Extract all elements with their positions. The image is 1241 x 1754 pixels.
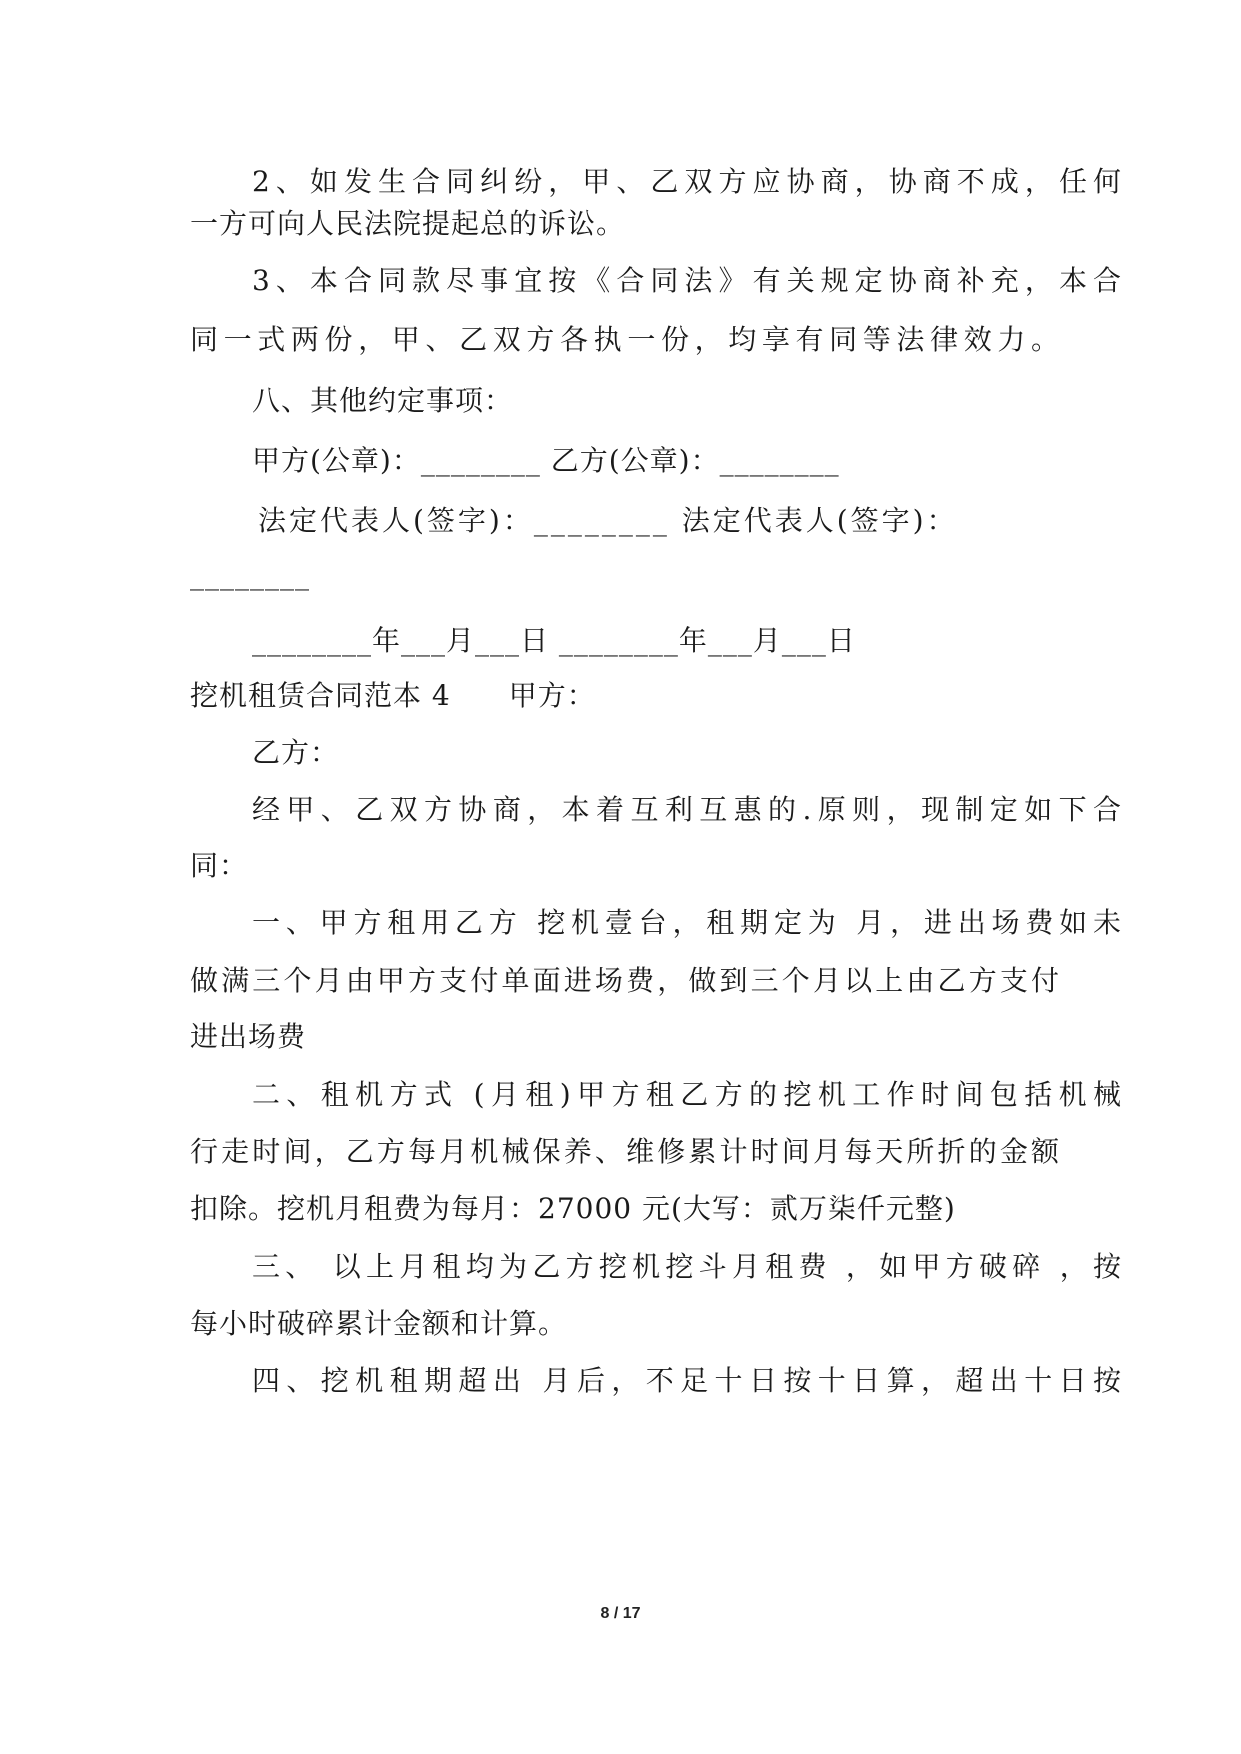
page-number: 8 / 17 (600, 1605, 641, 1622)
paragraph-line: 同一式两份，甲、乙双方各执一份，均享有同等法律效力。 (190, 323, 1060, 356)
paragraph-line: 3、本合同款尽事宜按《合同法》有关规定协商补充，本合 (252, 264, 1122, 297)
signature-line: 甲方(公章)：________ 乙方(公章)：________ (252, 444, 840, 477)
paragraph-line: 扣除。挖机月租费为每月：27000 元(大写：贰万柒仟元整) (190, 1192, 956, 1225)
signature-line: 法定代表人(签字)：________ 法定代表人(签字)： (258, 504, 958, 537)
paragraph-line: 一、甲方租用乙方 挖机壹台，租期定为 月，进出场费如未 (252, 906, 1122, 939)
paragraph-line: 同： (190, 849, 249, 882)
paragraph-line: 经甲、乙双方协商，本着互利互惠的.原则，现制定如下合 (252, 793, 1122, 826)
signature-blank: ________ (190, 558, 310, 591)
paragraph-line: 四、挖机租期超出 月后，不足十日按十日算，超出十日按 (252, 1364, 1122, 1397)
paragraph-line: 做满三个月由甲方支付单面进场费，做到三个月以上由乙方支付 (190, 964, 1060, 997)
date-line: ________年___月___日 ________年___月___日 (252, 624, 856, 657)
paragraph-line: 三、 以上月租均为乙方挖机挖斗月租费 ，如甲方破碎 ，按 (252, 1250, 1122, 1283)
paragraph-line: 进出场费 (190, 1020, 307, 1053)
paragraph-line: 二、租机方式 (月租)甲方租乙方的挖机工作时间包括机械 (252, 1078, 1122, 1111)
paragraph-line: 行走时间，乙方每月机械保养、维修累计时间月每天所折的金额 (190, 1135, 1060, 1168)
section-heading: 八、其他约定事项： (252, 384, 514, 417)
paragraph-line: 2、如发生合同纠纷，甲、乙双方应协商，协商不成，任何 (252, 165, 1122, 198)
paragraph-line: 每小时破碎累计金额和计算。 (190, 1307, 568, 1340)
contract-title: 挖机租赁合同范本 4 甲方： (190, 679, 596, 712)
paragraph-line: 一方可向人民法院提起总的诉讼。 (190, 207, 626, 240)
party-line: 乙方： (252, 736, 340, 769)
